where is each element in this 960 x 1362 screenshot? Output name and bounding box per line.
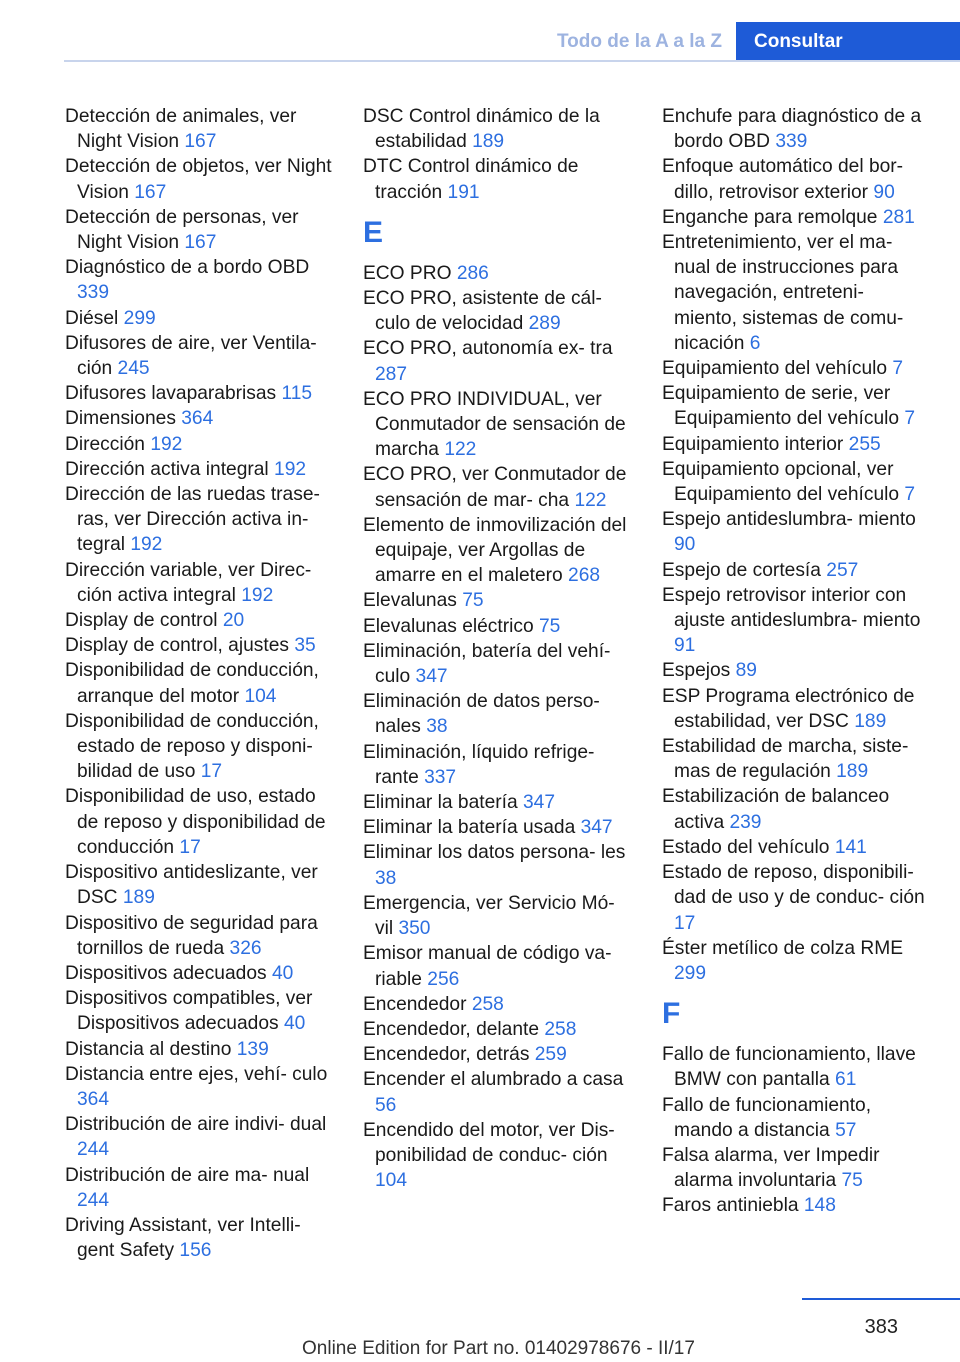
- index-entry: [662, 230, 930, 356]
- index-entry: [662, 860, 930, 936]
- index-entry: [65, 1213, 333, 1263]
- page-link[interactable]: 192: [241, 584, 274, 606]
- index-entry: [363, 336, 631, 386]
- entry-term: Equipamiento opcional, ver Equipamiento del vehículo: [662, 458, 900, 506]
- page-link[interactable]: 35: [294, 635, 316, 657]
- page-link[interactable]: 347: [415, 666, 448, 688]
- entry-term: Dirección variable, ver Direc‐ ción activa integral: [65, 559, 312, 606]
- page-link[interactable]: 244: [77, 1189, 110, 1211]
- page-link[interactable]: 57: [835, 1119, 857, 1141]
- entry-term: Disponibilidad de uso, estado de reposo y disponibilidad de conducción: [65, 786, 326, 858]
- index-entry: [65, 784, 333, 860]
- index-entry: [662, 154, 930, 204]
- index-entry: [363, 462, 631, 512]
- page-link[interactable]: 189: [854, 710, 887, 732]
- page-link[interactable]: 189: [122, 887, 155, 909]
- entry-term: Eliminación de datos perso‐ nales: [363, 691, 600, 738]
- entry-term: Eliminación, batería del vehí‐ culo: [363, 640, 611, 688]
- entry-term: Éster metílico de colza RME: [662, 937, 903, 959]
- page-link[interactable]: 286: [456, 262, 489, 284]
- entry-term: Faros antiniebla: [662, 1195, 799, 1217]
- page-link[interactable]: 75: [841, 1170, 863, 1192]
- entry-term: Difusores de aire, ver Ventila‐ ción: [65, 332, 317, 380]
- index-entry: [363, 387, 631, 463]
- entry-term: Equipamiento del vehículo: [662, 358, 888, 380]
- page-link[interactable]: 75: [539, 615, 561, 637]
- entry-term: Emergencia, ver Servicio Mó‐ vil: [363, 892, 615, 940]
- page-link[interactable]: 139: [236, 1038, 269, 1060]
- index-entry: [363, 639, 631, 689]
- entry-term: ECO PRO, ver Conmutador de sensación de mar‐ cha: [363, 464, 627, 511]
- entry-term: Estado de reposo, disponibili‐ dad de uso y de conduc‐ ción: [662, 862, 925, 909]
- page-link[interactable]: 90: [873, 181, 895, 203]
- entry-term: Dispositivos compatibles, ver Dispositivos adecuados: [65, 988, 313, 1035]
- page-link[interactable]: 245: [117, 358, 150, 380]
- section-letter: F: [662, 997, 681, 1031]
- entry-term: ECO PRO INDIVIDUAL, ver Conmutador de sensación de marcha: [363, 388, 626, 461]
- index-entry: [662, 658, 930, 683]
- entry-term: Eliminación, líquido refrige‐ rante: [363, 741, 595, 788]
- page-link[interactable]: 141: [834, 836, 867, 858]
- index-entry: [662, 1143, 930, 1193]
- page-link[interactable]: 122: [574, 489, 607, 511]
- breadcrumb-index[interactable]: Todo de la A a la Z: [556, 31, 722, 52]
- page-link[interactable]: 38: [426, 716, 448, 738]
- page-link[interactable]: 192: [130, 534, 163, 556]
- entry-term: Eliminar la batería usada: [363, 817, 576, 839]
- page-link[interactable]: 17: [179, 836, 201, 858]
- page-link[interactable]: 281: [882, 206, 915, 228]
- page-link[interactable]: 287: [375, 363, 408, 385]
- index-entry: [65, 709, 333, 785]
- entry-term: Espejo retrovisor interior con ajuste antideslumbra‐ miento: [662, 584, 921, 632]
- index-entry: [65, 911, 333, 961]
- page-link[interactable]: 7: [892, 358, 904, 380]
- index-entry: [65, 608, 333, 633]
- entry-term: Encendedor: [363, 993, 467, 1015]
- index-column-2: [363, 104, 631, 1193]
- page-link[interactable]: 115: [281, 383, 313, 405]
- index-entry: [662, 583, 930, 659]
- index-entry: [65, 205, 333, 255]
- index-entry: [662, 356, 930, 381]
- index-entry: [662, 205, 930, 230]
- entry-term: Estabilidad de marcha, siste‐ mas de regulación: [662, 736, 909, 783]
- page-link[interactable]: 364: [181, 408, 214, 430]
- entry-term: Enfoque automático del bor‐ dillo, retrovisor exterior: [662, 156, 904, 203]
- entry-term: Eliminar la batería: [363, 792, 518, 814]
- entry-term: Display de control, ajustes: [65, 635, 289, 657]
- entry-term: Dispositivo antideslizante, ver DSC: [65, 862, 318, 909]
- index-entry: [65, 961, 333, 986]
- index-entry: [65, 658, 333, 708]
- index-column-3: [662, 104, 930, 1219]
- index-entry: [363, 1042, 631, 1067]
- page-link[interactable]: 56: [375, 1094, 397, 1116]
- index-entry: [662, 1093, 930, 1143]
- index-entry: [65, 860, 333, 910]
- page-link[interactable]: 156: [179, 1240, 212, 1262]
- index-entry: [363, 286, 631, 336]
- index-entry: [662, 734, 930, 784]
- index-entry: [363, 1067, 631, 1117]
- entry-term: Disponibilidad de conducción, estado de reposo y disponi‐ bilidad de uso: [65, 710, 319, 783]
- index-entry: [662, 684, 930, 734]
- entry-term: Emisor manual de código va‐ riable: [363, 943, 612, 990]
- entry-term: Display de control: [65, 610, 218, 632]
- page-link[interactable]: 148: [803, 1195, 836, 1217]
- page-link[interactable]: 268: [568, 565, 601, 587]
- entry-term: Estado del vehículo: [662, 836, 830, 858]
- entry-term: Encender el alumbrado a casa: [363, 1069, 624, 1091]
- entry-term: Enganche para remolque: [662, 206, 878, 228]
- entry-term: Eliminar los datos persona‐ les: [363, 842, 626, 864]
- page-link[interactable]: 17: [200, 761, 223, 783]
- page-link[interactable]: 104: [244, 685, 277, 707]
- index-entry: [662, 381, 930, 431]
- entry-term: Encendedor, detrás: [363, 1044, 530, 1066]
- page-link[interactable]: 259: [534, 1044, 567, 1066]
- entry-term: Elevalunas: [363, 590, 457, 612]
- page-link[interactable]: 167: [184, 232, 217, 254]
- page-link[interactable]: 40: [283, 1013, 306, 1035]
- page-link[interactable]: 90: [674, 534, 696, 556]
- page-link[interactable]: 326: [229, 937, 262, 959]
- index-entry: [363, 740, 631, 790]
- entry-term: Detección de objetos, ver Night Vision: [65, 156, 332, 203]
- page-link[interactable]: 347: [580, 817, 613, 839]
- index-entry: [65, 306, 333, 331]
- index-entry: [662, 835, 930, 860]
- page-link[interactable]: 244: [77, 1139, 110, 1161]
- entry-term: Disponibilidad de conducción, arranque del motor: [65, 660, 319, 707]
- index-entry: [363, 588, 631, 613]
- index-entry: [65, 1112, 333, 1162]
- entry-term: Fallo de funcionamiento, mando a distancia: [662, 1094, 872, 1141]
- entry-term: DTC Control dinámico de tracción: [363, 156, 579, 203]
- page-link[interactable]: 75: [462, 590, 484, 612]
- entry-term: Espejo de cortesía: [662, 559, 821, 581]
- page-link[interactable]: 7: [904, 408, 916, 430]
- index-entry: [65, 457, 333, 482]
- entry-term: Fallo de funcionamiento, llave BMW con pantalla: [662, 1044, 916, 1091]
- index-entry: [363, 104, 631, 154]
- index-entry: [662, 457, 930, 507]
- index-entry: [65, 1163, 333, 1213]
- index-entry: [662, 507, 930, 557]
- entry-term: Detección de animales, ver Night Vision: [65, 106, 297, 153]
- header-divider: [64, 60, 960, 62]
- index-entry: [65, 432, 333, 457]
- page-link[interactable]: 339: [77, 282, 110, 304]
- entry-term: Dispositivo de seguridad para tornillos de rueda: [65, 912, 318, 959]
- entry-term: Dirección de las ruedas trase‐ ras, ver Dirección activa in‐ tegral: [65, 484, 320, 556]
- entry-term: Elemento de inmovilización del equipaje, ver Argollas de amarre en el maletero: [363, 514, 627, 587]
- index-entry: [65, 986, 333, 1036]
- index-entry: [65, 381, 333, 406]
- page-link[interactable]: 299: [674, 962, 707, 984]
- index-entry: [65, 104, 333, 154]
- entry-term: ECO PRO: [363, 262, 452, 284]
- page-link[interactable]: 91: [674, 635, 696, 657]
- page-link[interactable]: 258: [471, 993, 504, 1015]
- entry-term: Entretenimiento, ver el ma‐ nual de instrucciones para navegación, entreteni‐ miento, sistemas de comu‐ nicación: [662, 232, 904, 354]
- entry-term: ECO PRO, autonomía ex‐ tra: [363, 338, 613, 360]
- page-link[interactable]: 350: [398, 918, 431, 940]
- page-link[interactable]: 191: [447, 181, 480, 203]
- entry-term: Driving Assistant, ver Intelli‐ gent Safety: [65, 1214, 301, 1262]
- page-link[interactable]: 364: [77, 1088, 110, 1110]
- index-entry: [65, 558, 333, 608]
- page-link[interactable]: 6: [749, 332, 761, 354]
- entry-term: Falsa alarma, ver Impedir alarma involuntaria: [662, 1144, 880, 1192]
- index-column-1: [65, 104, 333, 1263]
- entry-term: Equipamiento de serie, ver Equipamiento del vehículo: [662, 383, 900, 430]
- footer-divider: [802, 1298, 960, 1300]
- page-link[interactable]: 289: [528, 313, 561, 335]
- index-entry: [65, 482, 333, 558]
- index-entry: [65, 331, 333, 381]
- page-link[interactable]: 258: [544, 1018, 577, 1040]
- index-entry: [363, 154, 631, 204]
- entry-term: Equipamiento interior: [662, 433, 844, 455]
- index-entry: [65, 406, 333, 431]
- index-entry: [363, 840, 631, 890]
- index-entry: [662, 784, 930, 834]
- entry-term: Espejos: [662, 660, 731, 682]
- page-link[interactable]: 89: [735, 660, 757, 682]
- entry-term: Elevalunas eléctrico: [363, 615, 534, 637]
- entry-term: Distribución de aire indivi‐ dual: [65, 1114, 327, 1136]
- page-number: 383: [864, 1316, 898, 1338]
- entry-term: Diagnóstico de a bordo OBD: [65, 257, 310, 279]
- index-entry: [65, 255, 333, 305]
- entry-term: Dispositivos adecuados: [65, 962, 267, 984]
- index-entry: [65, 1062, 333, 1112]
- index-entry: [662, 432, 930, 457]
- entry-term: Detección de personas, ver Night Vision: [65, 206, 299, 254]
- index-entry: [363, 815, 631, 840]
- page-link[interactable]: 255: [848, 433, 881, 455]
- index-entry: [662, 558, 930, 583]
- page-link[interactable]: 167: [184, 131, 217, 153]
- section-letter: E: [363, 215, 384, 249]
- page-link[interactable]: 189: [836, 761, 869, 783]
- index-entry: [363, 941, 631, 991]
- page-link[interactable]: 20: [222, 610, 245, 632]
- page-link[interactable]: 339: [775, 131, 808, 153]
- index-entry: [662, 1193, 930, 1218]
- entry-term: Distancia al destino: [65, 1038, 232, 1060]
- page-link[interactable]: 61: [835, 1069, 857, 1091]
- index-entry: [363, 1118, 631, 1194]
- page-link[interactable]: 299: [123, 307, 156, 329]
- page-link[interactable]: 38: [375, 867, 397, 889]
- entry-term: ESP Programa electrónico de estabilidad, ver DSC: [662, 685, 915, 732]
- entry-term: DSC Control dinámico de la estabilidad: [363, 106, 600, 153]
- index-entry: [363, 513, 631, 589]
- page-link[interactable]: 347: [522, 792, 555, 814]
- entry-term: Enchufe para diagnóstico de a bordo OBD: [662, 106, 922, 153]
- page-link[interactable]: 122: [444, 439, 477, 461]
- index-entry: [363, 614, 631, 639]
- page-link[interactable]: 40: [271, 962, 294, 984]
- entry-term: Distribución de aire ma‐ nual: [65, 1164, 310, 1186]
- page-link[interactable]: 337: [424, 766, 457, 788]
- entry-term: Dimensiones: [65, 408, 176, 430]
- page-link[interactable]: 104: [375, 1170, 408, 1192]
- entry-term: ECO PRO, asistente de cál‐ culo de velocidad: [363, 288, 602, 335]
- index-entry: [363, 992, 631, 1017]
- index-entry: [662, 104, 930, 154]
- page-link[interactable]: 192: [150, 433, 183, 455]
- index-entry: [65, 154, 333, 204]
- index-entry: [662, 936, 930, 986]
- entry-term: Encendedor, delante: [363, 1018, 540, 1040]
- page-link[interactable]: 189: [472, 131, 505, 153]
- entry-term: Dirección: [65, 433, 145, 455]
- index-entry: [363, 891, 631, 941]
- entry-term: Estabilización de balanceo activa: [662, 786, 890, 833]
- edition-note: Online Edition for Part no. 01402978676 - II/17: [302, 1338, 695, 1359]
- index-entry: [363, 689, 631, 739]
- entry-term: Dirección activa integral: [65, 458, 269, 480]
- page-link[interactable]: 7: [904, 484, 916, 506]
- index-entry: [65, 1037, 333, 1062]
- index-entry: [662, 1042, 930, 1092]
- entry-term: Diésel: [65, 307, 119, 329]
- entry-term: Espejo antideslumbra‐ miento: [662, 509, 916, 531]
- entry-term: Distancia entre ejes, vehí‐ culo: [65, 1063, 328, 1085]
- page-link[interactable]: 239: [729, 811, 762, 833]
- index-entry: [65, 633, 333, 658]
- index-entry: [363, 1017, 631, 1042]
- page-link[interactable]: 256: [427, 968, 460, 990]
- entry-term: Encendido del motor, ver Dis‐ ponibilidad de conduc‐ ción: [363, 1119, 615, 1166]
- index-entry: [363, 261, 631, 286]
- entry-term: Difusores lavaparabrisas: [65, 383, 277, 405]
- tab-consultar[interactable]: Consultar: [736, 22, 960, 62]
- page-link[interactable]: 192: [274, 458, 307, 480]
- page-link[interactable]: 17: [674, 912, 696, 934]
- page-link[interactable]: 257: [826, 559, 859, 581]
- page-link[interactable]: 167: [134, 181, 167, 203]
- index-entry: [363, 790, 631, 815]
